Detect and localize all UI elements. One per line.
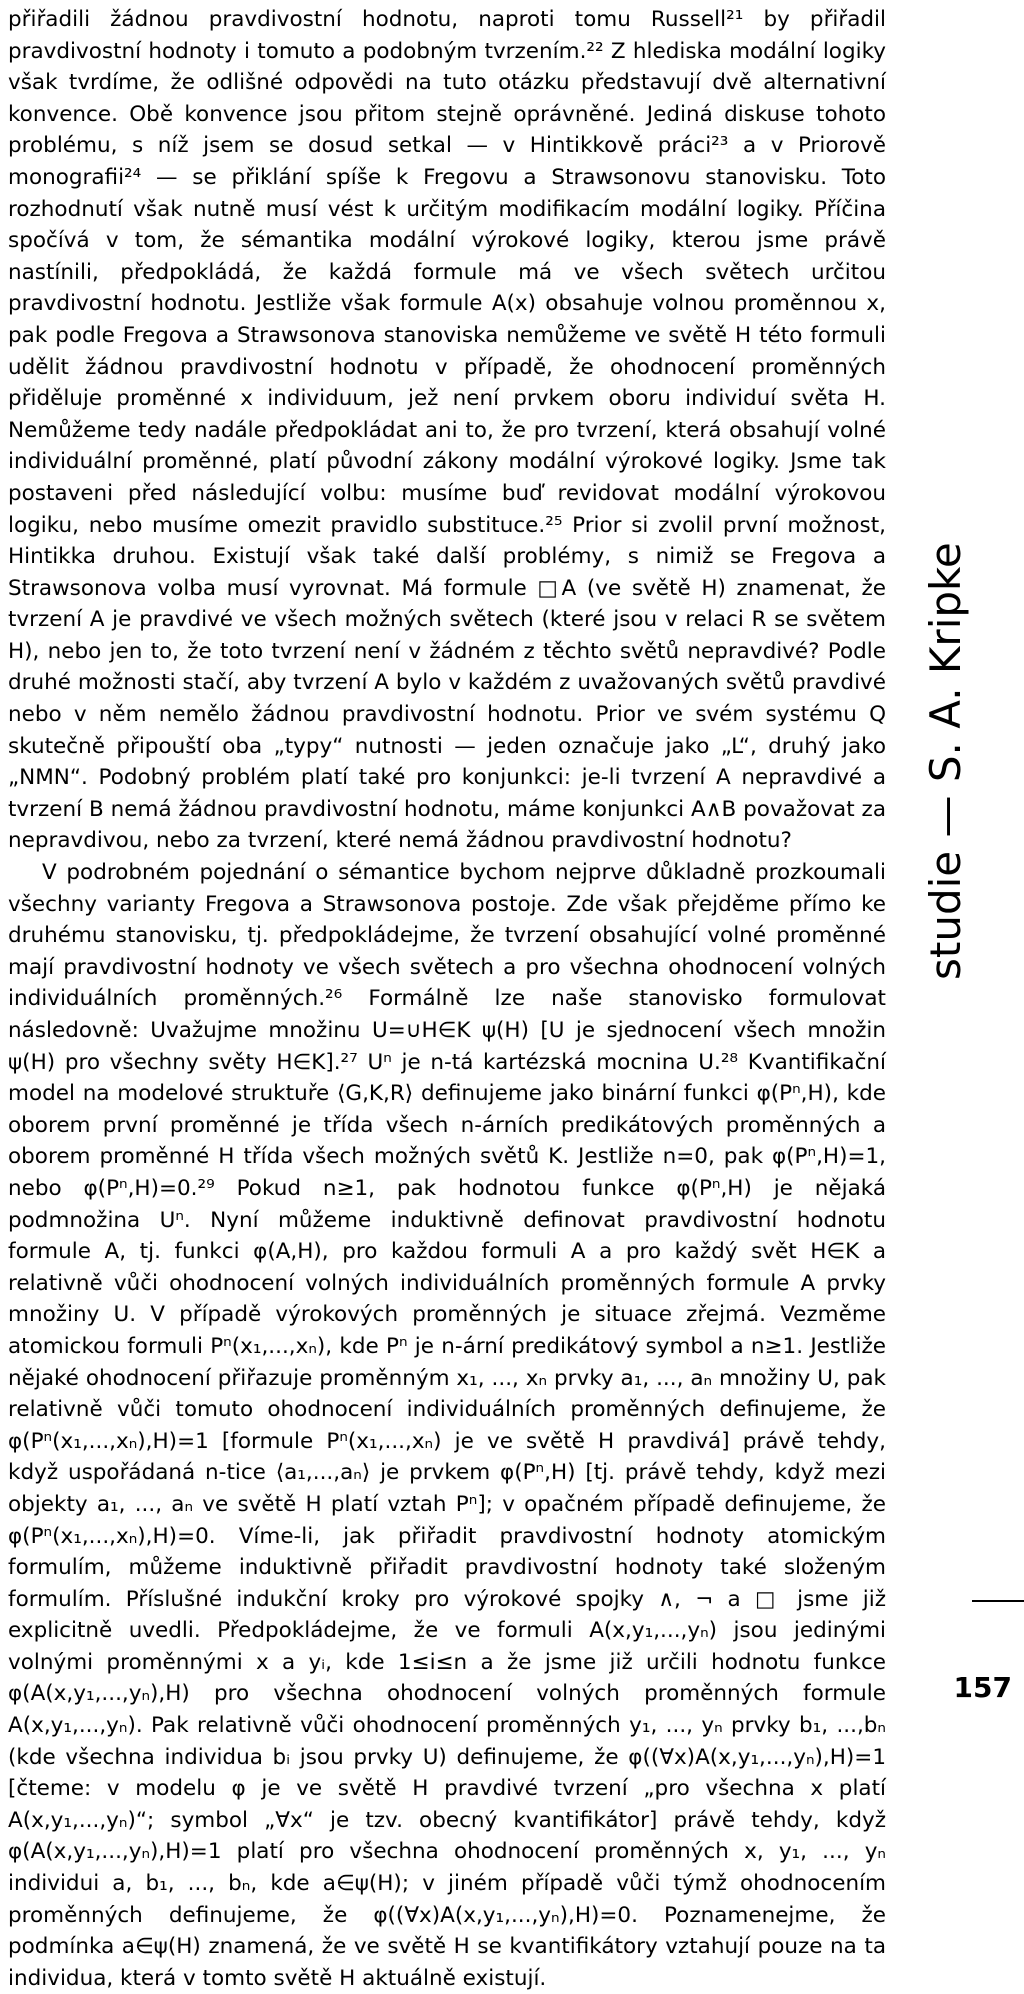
running-title: studie — S. A. Kripke — [921, 542, 970, 980]
paragraph-1: přiřadili žádnou pravdivostní hodnotu, naproti tomu Russell²¹ by přiřadil pravdivostní hodnoty i tomuto a podobným tvrzením.²² Z hlediska modální logiky však tvrdíme, že odlišné odpovědi na tuto otázku představují dvě alternativní konvence. Obě konvence jsou přitom stejně oprávněné. Jediná diskuse tohoto problému, s níž jsem se dosud setkal — v Hintikkově práci²³ a v Priorově monografii²⁴ — se přiklání spíše k Fregovu a Strawsonovu stanovisku. Toto rozhodnutí však nutně musí vést k určitým modifikacím modální logiky. Příčina spočívá v tom, že sémantika modální výrokové logiky, kterou jsme právě nastínili, předpokládá, že každá formule má ve všech světech určitou pravdivostní hodnotu. Jestliže však formule A(x) obsahuje volnou proměnnou x, pak podle Fregova a Strawsonova stanoviska nemůžeme ve světě H této formuli udělit žádnou pravdivostní hodnotu v případě, že ohodnocení proměnných přiděluje proměnné x individuum, jež není prvkem oboru individuí světa H. Nemůžeme tedy nadále předpokládat ani to, že pro tvrzení, která obsahují volné individuální proměnné, platí původní zákony modální výrokové logiky. Jsme tak postaveni před následující volbu: musíme buď revidovat modální výrokovou logiku, nebo musíme omezit pravidlo substituce.²⁵ Prior si zvolil první možnost, Hintikka druhou. Existují však také další problémy, s nimiž se Fregova a Strawsonova volba musí vyrovnat. Má formule □A (ve světě H) znamenat, že tvrzení A je pravdivé ve všech možných světech (které jsou v relaci R se světem H), nebo jen to, že toto tvrzení není v žádném z těchto světů nepravdivé? Podle druhé možnosti stačí, aby tvrzení A bylo v každém z uvažovaných světů pravdivé nebo v něm nemělo žádnou pravdivostní hodnotu. Prior ve svém systému Q skutečně připouští oba „typy“ nutnosti — jeden označuje jako „L“, druhý jako „NMN“. Podobný problém platí také pro konjunkci: je-li tvrzení A nepravdivé a tvrzení B nemá žádnou pravdivostní hodnotu, máme konjunkci A∧B považovat za nepravdivou, nebo za tvrzení, které nemá žádnou pravdivostní hodnotu? — [8, 7, 886, 854]
page-number-rule — [972, 1600, 1024, 1602]
body-text — [8, 4, 886, 1994]
paragraph-2: V podrobném pojednání o sémantice bychom nejprve důkladně prozkoumali všechny varianty Fregova a Strawsonova postoje. Zde však přejděme přímo ke druhému stanovisku, tj. předpokládejme, že tvrzení obsahující volné proměnné mají pravdivostní hodnoty ve všech světech a pro všechna ohodnocení volných individuálních proměnných.²⁶ Formálně lze naše stanovisko formulovat následovně: Uvažujme množinu U=∪H∈K ψ(H) [U je sjednocení všech množin ψ(H) pro všechny světy H∈K].²⁷ Uⁿ je n-tá kartézská mocnina U.²⁸ Kvantifikační model na modelové struktuře ⟨G,K,R⟩ definujeme jako binární funkci φ(Pⁿ,H), kde oborem první proměnné je třída všech n-árních predikátových proměnných a oborem proměnné H třída všech možných světů K. Jestliže n=0, pak φ(Pⁿ,H)=1, nebo φ(Pⁿ,H)=0.²⁹ Pokud n≥1, pak hodnotou funkce φ(Pⁿ,H) je nějaká podmnožina Uⁿ. Nyní můžeme induktivně definovat pravdivostní hodnotu formule A, tj. funkci φ(A,H), pro každou formuli A a pro každý svět H∈K a relativně vůči ohodnocení volných individuálních proměnných formule A prvky množiny U. V případě výrokových proměnných je situace zřejmá. Vezměme atomickou formuli Pⁿ(x₁,...,xₙ), kde Pⁿ je n-ární predikátový symbol a n≥1. Jestliže nějaké ohodnocení přiřazuje proměnným x₁, ..., xₙ prvky a₁, ..., aₙ množiny U, pak relativně vůči tomuto ohodnocení individuálních proměnných definujeme, že φ(Pⁿ(x₁,...,xₙ),H)=1 [formule Pⁿ(x₁,...,xₙ) je ve světě H pravdivá] právě tehdy, když uspořádaná n-tice ⟨a₁,...,aₙ⟩ je prvkem φ(Pⁿ,H) [tj. právě tehdy, když mezi objekty a₁, ..., aₙ ve světě H platí vztah Pⁿ]; v opačném případě definujeme, že φ(Pⁿ(x₁,...,xₙ),H)=0. Víme-li, jak přiřadit pravdivostní hodnoty atomickým formulím, můžeme induktivně přiřadit pravdivostní hodnoty také složeným formulím. Příslušné indukční kroky pro výrokové spojky ∧, ¬ a □ jsme již explicitně uvedli. Předpokládejme, že ve formuli A(x,y₁,...,yₙ) jsou jedinými volnými proměnnými x a yᵢ, kde 1≤i≤n a že jsme již určili hodnotu funkce φ(A(x,y₁,...,yₙ),H) pro všechna ohodnocení volných proměnných formule A(x,y₁,...,yₙ). Pak relativně vůči ohodnocení proměnných y₁, ..., yₙ prvky b₁, ...,bₙ (kde všechna individua bᵢ jsou prvky U) definujeme, že φ((∀x)A(x,y₁,...,yₙ),H)=1 [čteme: v modelu φ je ve světě H pravdivé tvrzení „pro všechna x platí A(x,y₁,...,yₙ)“; symbol „∀x“ je tzv. obecný kvantifikátor] právě tehdy, když φ(A(x,y₁,...,yₙ),H)=1 platí pro všechna ohodnocení proměnných x, y₁, ..., yₙ individui a, b₁, ..., bₙ, kde a∈ψ(H); v jiném případě vůči týmž ohodnocením proměnných definujeme, že φ((∀x)A(x,y₁,...,yₙ),H)=0. Poznamenejme, že podmínka a∈ψ(H) znamená, že ve světě H se kvantifikátory vztahují pouze na ta individua, která v tomto světě H aktuálně existují. — [8, 860, 886, 1991]
page-number: 157 — [953, 1671, 1012, 1704]
